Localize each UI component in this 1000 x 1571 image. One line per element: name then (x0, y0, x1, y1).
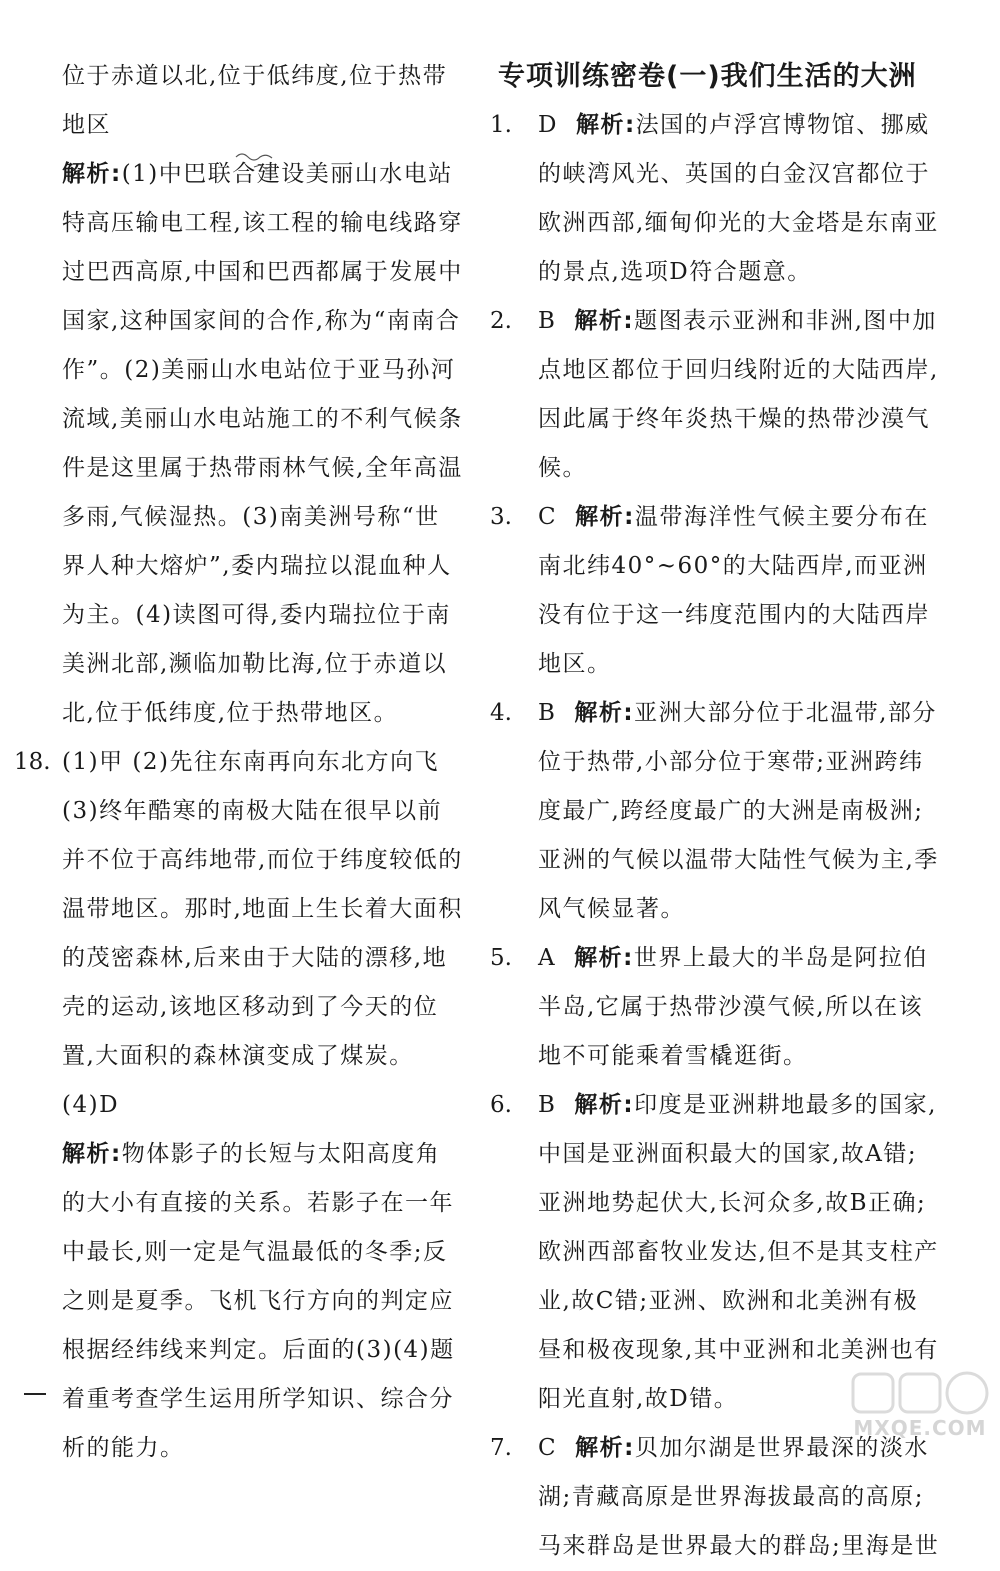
answer-item (490, 101, 940, 297)
answer-text (538, 297, 940, 493)
answer-item (490, 934, 940, 1081)
q18-analysis (14, 1130, 464, 1473)
answer-item (490, 493, 940, 689)
answer-letter: C (538, 1435, 558, 1461)
analysis-text: 印度是亚洲耕地最多的国家,中国是亚洲面积最大的国家,故A错;亚洲地势起伏大,长河众多,故B正确;欧洲西部畜牧业发达,但不是其支柱产业,故C错;亚洲、欧洲和北美洲有极昼和极夜现象,其中亚洲和北美洲也有阳光直射,故D错。 (538, 1092, 939, 1412)
analysis-text: 亚洲大部分位于北温带,部分位于热带,小部分位于寒带;亚洲跨纬度最广,跨经度最广的大洲是南极洲;亚洲的气候以温带大陆性气候为主,季风气候显著。 (538, 700, 939, 922)
answer-item (490, 689, 940, 934)
answer-letter: B (538, 308, 557, 334)
answer-letter: B (538, 700, 557, 726)
analysis-label: 解析: (62, 1141, 122, 1167)
analysis-text: 题图表示亚洲和非洲,图中加点地区都位于回归线附近的大陆西岸,因此属于终年炎热干燥的热带沙漠气候。 (538, 308, 939, 481)
answer-letter: B (538, 1092, 557, 1118)
watermark-text: MXQE.COM (853, 1416, 987, 1440)
answer-text (538, 493, 940, 689)
question-number: 6. (490, 1092, 512, 1118)
question-number: 2. (490, 308, 512, 334)
answer-text (538, 101, 940, 297)
question-number: 18. (14, 749, 51, 775)
analysis-label: 解析: (574, 1092, 635, 1118)
question-18 (14, 738, 464, 1130)
answer-text (538, 689, 940, 934)
analysis-text: 法国的卢浮宫博物馆、挪威的峡湾风光、英国的白金汉宫都位于欧洲西部,缅甸仰光的大金塔是东南亚的景点,选项D符合题意。 (538, 112, 939, 285)
answer-item (490, 1424, 940, 1571)
analysis-label: 解析: (574, 700, 635, 726)
analysis-text: 贝加尔湖是世界最深的淡水湖;青藏高原是世界海拔最高的高原;马来群岛是世界最大的群岛;里海是世 (538, 1435, 940, 1559)
answer-letter: C (538, 504, 558, 530)
handwriting-scribble-mark (232, 147, 292, 177)
page-corner-dash (24, 1393, 46, 1395)
question-number: 4. (490, 700, 512, 726)
question-number: 5. (490, 945, 512, 971)
answer-list (490, 101, 940, 1571)
analysis-label: 解析: (62, 161, 122, 187)
answer-letter: D (538, 112, 558, 138)
analysis-label: 解析: (574, 945, 634, 971)
analysis-text: 温带海洋性气候主要分布在南北纬40°~60°的大陆西岸,而亚洲没有位于这一纬度范围内的大陆西岸地区。 (538, 504, 930, 677)
left-column (14, 52, 464, 1473)
answer-item (490, 297, 940, 493)
question-number: 1. (490, 112, 512, 138)
q18-answer: (1)甲 (2)先往东南再向东北方向飞 (3)终年酷寒的南极大陆在很早以前并不位于高纬地带,而位于纬度较低的温带地区。那时,地面上生长着大面积的茂密森林,后来由于大陆的漂移,地壳的运动,该地区移动到了今天的位置,大面积的森林演变成了煤炭。 (4)D (62, 749, 463, 1118)
analysis-label: 解析: (575, 504, 635, 530)
analysis-label: 解析: (575, 1435, 635, 1461)
analysis-text: 物体影子的长短与太阳高度角的大小有直接的关系。若影子在一年中最长,则一定是气温最低的冬季;反之则是夏季。飞机飞行方向的判定应根据经纬线来判定。后面的(3)(4)题着重考查学生运用所学知识、综合分析的能力。 (62, 1141, 455, 1461)
watermark (845, 1368, 995, 1443)
analysis-text: (1)中巴联合建设美丽山水电站特高压输电工程,该工程的输电线路穿过巴西高原,中国和巴西都属于发展中国家,这种国家间的合作,称为“南南合作”。(2)美丽山水电站位于亚马孙河流域,美丽山水电站施工的不利气候条件是这里属于热带雨林气候,全年高温多雨,气候湿热。(3)南美洲号称“世界人种大熔炉”,委内瑞拉以混血种人为主。(4)读图可得,委内瑞拉位于南美洲北部,濒临加勒比海,位于赤道以北,位于低纬度,位于热带地区。 (62, 161, 463, 726)
answer-text (538, 934, 940, 1081)
right-column (490, 52, 940, 1571)
q17-continuation: 位于赤道以北,位于低纬度,位于热带地区 (62, 63, 448, 138)
section-heading: 专项训练密卷(一)我们生活的大洲 (498, 61, 917, 92)
q17-analysis (14, 150, 464, 738)
analysis-text: 世界上最大的半岛是阿拉伯半岛,它属于热带沙漠气候,所以在该地不可能乘着雪橇逛街。 (538, 945, 928, 1069)
analysis-label: 解析: (574, 308, 635, 334)
question-number: 7. (490, 1435, 512, 1461)
answer-text (538, 1424, 940, 1571)
analysis-label: 解析: (575, 112, 636, 138)
answer-letter: A (538, 945, 557, 971)
watermark-logo-icon (845, 1368, 995, 1418)
question-number: 3. (490, 504, 512, 530)
